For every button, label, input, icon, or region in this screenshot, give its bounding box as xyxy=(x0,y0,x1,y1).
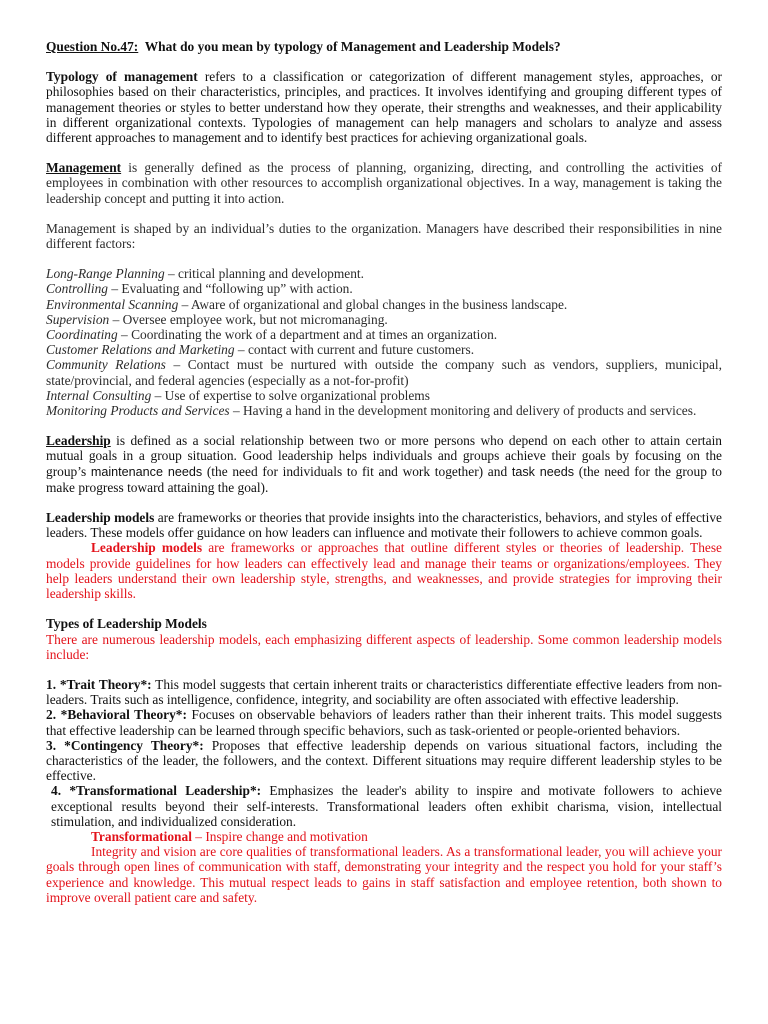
leadership-term: Leadership xyxy=(46,433,111,449)
theory-item xyxy=(46,677,722,707)
leadership-models-text: are frameworks or theories that provide insights into the characteristics, behaviors, and styles of effective leaders. These models offer guidance on how leaders can influence and motivate their followers to achieve common goals. xyxy=(46,510,722,541)
factor-term: Coordinating xyxy=(46,327,118,343)
theory-item xyxy=(46,707,722,737)
factor-term: Supervision xyxy=(46,311,110,327)
factor-text: – contact with current and future customers. xyxy=(234,342,475,358)
factor-item xyxy=(46,297,722,312)
theory-text: Proposes that effective leadership depends on various situational factors, including the characteristics of the leader, the followers, and the context. Different situations may require different leadership styles to be effective. xyxy=(46,737,722,784)
maintenance-needs: maintenance needs xyxy=(90,464,203,479)
factor-term: Environmental Scanning xyxy=(46,296,179,312)
theory-title: 3. *Contingency Theory*: xyxy=(46,737,204,753)
management-shaped-paragraph: Management is shaped by an individual’s duties to the organization. Managers have described their responsibilities in nine different factors: xyxy=(46,220,722,252)
theory-text: This model suggests that certain inherent traits or characteristics differentiate effective leaders from non-leaders. Traits such as intelligence, confidence, integrity, and sociability are often associated with effective leadership. xyxy=(46,676,722,708)
typology-paragraph xyxy=(46,69,722,145)
factor-text: – Evaluating and “following up” with action. xyxy=(108,281,353,297)
transformational-line xyxy=(46,829,722,844)
management-definition xyxy=(46,160,722,206)
theory-text: Emphasizes the leader's ability to inspire and motivate followers to achieve exceptional results beyond their self-interests. Transformational leaders often exhibit charisma, vision, intellectual stimulation, and individualized consideration. xyxy=(51,783,722,829)
factor-term: Community Relations xyxy=(46,357,166,373)
factor-text: – critical planning and development. xyxy=(164,266,364,282)
management-term: Management xyxy=(46,160,122,176)
factors-list xyxy=(46,266,722,418)
factor-item xyxy=(46,266,722,281)
leadership-text-3: (the need for the group to make progress toward attaining the goal). xyxy=(46,463,722,495)
management-text: is generally defined as the process of planning, organizing, directing, and controlling the activities of employees in combination with other resources to accomplish organizational objectives. In a way, management is taking the leadership concept and putting it into action. xyxy=(46,160,722,206)
factor-term: Internal Consulting xyxy=(46,387,152,403)
factor-item xyxy=(46,281,722,296)
theory-title: 2. *Behavioral Theory*: xyxy=(46,707,187,723)
leadership-models-red-text: are frameworks or approaches that outline different styles or theories of leadership. These models provide guidelines for how leaders can effectively lead and manage their teams or organizations/employees. They help leaders understand their own leadership style, strengths, and weaknesses, and provide strategies for improving their leadership skills. xyxy=(46,540,722,602)
leadership-text-2: (the need for individuals to fit and work together) and xyxy=(202,463,512,479)
factor-text: – Coordinating the work of a department and at times an organization. xyxy=(117,327,498,343)
typology-term: Typology of management xyxy=(46,69,198,85)
factor-term: Monitoring Products and Services xyxy=(46,403,230,419)
types-heading: Types of Leadership Models xyxy=(46,616,207,632)
factor-text: – Contact must be nurtured with outside the company such as vendors, suppliers, municipal, state/provincial, and federal agencies (especially as a not-for-profit) xyxy=(46,357,723,388)
transformational-paragraph: Integrity and vision are core qualities of transformational leaders. As a transformational leader, you will achieve your goals through open lines of communication with staff, demonstrating your integrity and the respect you hold for your staff’s experience and knowledge. This mutual respect leads to gains in staff satisfaction and employee retention, both shown to improve overall patient care and safety. xyxy=(46,844,722,905)
factor-text: – Use of expertise to solve organizational problems xyxy=(151,387,430,403)
factor-item xyxy=(46,327,722,342)
task-needs: task needs xyxy=(511,464,575,479)
question-heading xyxy=(46,39,722,54)
factor-text: – Having a hand in the development monitoring and delivery of products and services. xyxy=(229,403,697,419)
factor-text: – Oversee employee work, but not micromanaging. xyxy=(109,311,388,327)
factor-term: Controlling xyxy=(46,281,109,297)
leadership-models-red-paragraph xyxy=(46,540,722,601)
theory-item xyxy=(46,783,722,829)
factor-item xyxy=(46,357,722,387)
leadership-definition xyxy=(46,433,722,495)
factor-item xyxy=(46,388,722,403)
leadership-models-term: Leadership models xyxy=(46,510,155,526)
leadership-text-1: is defined as a social relationship between two or more persons who depend on each other to attain certain mutual goals in a group situation. Good leadership helps individuals and groups achieve their goals by focusing on the group’s xyxy=(46,433,722,479)
factor-item xyxy=(46,403,722,418)
question-text: What do you mean by typology of Management and Leadership Models? xyxy=(144,39,561,54)
transformational-term: Transformational xyxy=(91,828,192,844)
theory-text: Focuses on observable behaviors of leaders rather than their inherent traits. This model suggests that effective leadership can be learned through specific behaviors, such as task-oriented or people-oriented behaviors. xyxy=(46,707,722,738)
typology-text: refers to a classification or categorization of different management styles, approaches, or philosophies based on their characteristics, principles, and practices. It involves identifying and grouping different types of management theories or styles to better understand how they operate, their strengths and weaknesses, and their applicability in different organizational contexts. Typologies of management can help managers and scholars to analyze and assess different approaches to management and to identify best practices for achieving organizational goals. xyxy=(46,69,722,146)
transformational-text: – Inspire change and motivation xyxy=(191,828,368,844)
factor-item xyxy=(46,312,722,327)
types-intro: There are numerous leadership models, each emphasizing different aspects of leadership. Some common leadership models include: xyxy=(46,631,722,662)
leadership-models-red-term: Leadership models xyxy=(91,540,203,556)
theories-list xyxy=(46,677,722,829)
factor-item xyxy=(46,342,722,357)
theory-title: 4. *Transformational Leadership*: xyxy=(51,783,262,799)
factor-term: Customer Relations and Marketing xyxy=(46,342,235,358)
leadership-models-paragraph xyxy=(46,510,722,540)
theory-title: 1. *Trait Theory*: xyxy=(46,676,152,692)
theory-item xyxy=(46,738,722,784)
factor-term: Long-Range Planning xyxy=(46,266,165,282)
question-label: Question No.47: xyxy=(46,39,139,54)
factor-text: – Aware of organizational and global changes in the business landscape. xyxy=(178,296,568,312)
